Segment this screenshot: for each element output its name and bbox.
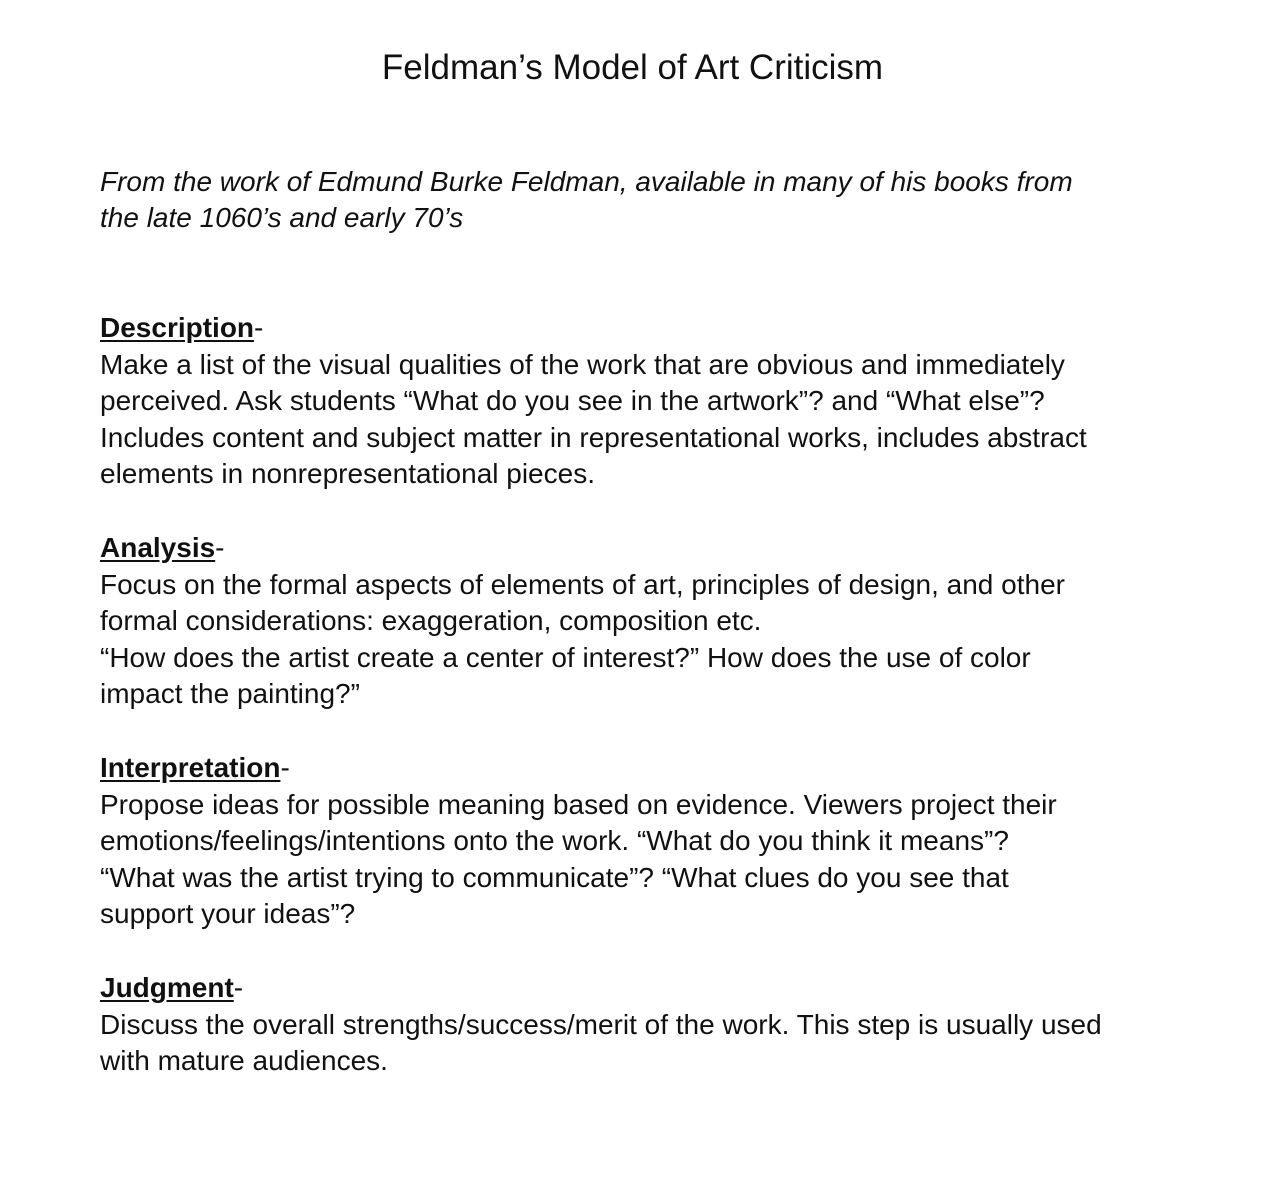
heading-dash: -	[233, 972, 244, 1003]
section-line: Focus on the formal aspects of elements of art, principles of design, and other	[100, 568, 1065, 600]
section-heading-text: Interpretation	[100, 752, 281, 783]
section-line: elements in nonrepresentational pieces.	[100, 458, 595, 489]
section-heading	[100, 750, 1240, 787]
section-line: with mature audiences.	[100, 1045, 388, 1076]
heading-dash: -	[254, 312, 264, 343]
section-heading	[100, 310, 1240, 347]
section-line: Propose ideas for possible meaning based on evidence. Viewers project their	[100, 788, 1057, 820]
section-line: perceived. Ask students “What do you see in the artwork”? and “What else”?	[100, 385, 1045, 416]
section-heading-text: Judgment	[100, 972, 234, 1003]
section-line: Make a list of the visual qualities of the work that are obvious and immediately	[100, 348, 1065, 380]
section-interpretation	[100, 750, 1240, 933]
section-line: “How does the artist create a center of interest?” How does the use of color	[100, 641, 1031, 673]
section-analysis	[100, 530, 1240, 713]
subtitle-line: From the work of Edmund Burke Feldman, available in many of his books from	[100, 166, 1073, 197]
heading-dash: -	[215, 532, 225, 563]
section-line: Includes content and subject matter in representational works, includes abstract	[100, 421, 1087, 453]
section-heading	[100, 530, 1240, 567]
section-heading	[100, 970, 1240, 1007]
heading-dash: -	[280, 752, 290, 783]
section-line: impact the painting?”	[100, 678, 360, 709]
document-title: Feldman’s Model of Art Criticism	[381, 48, 884, 87]
section-line: support your ideas”?	[100, 898, 356, 929]
section-heading-text: Analysis	[100, 532, 216, 563]
section-line: Discuss the overall strengths/success/merit of the work. This step is usually used	[100, 1008, 1102, 1040]
section-judgment	[100, 970, 1240, 1080]
section-line: formal considerations: exaggeration, composition etc.	[100, 605, 762, 636]
section-heading-text: Description	[100, 312, 255, 343]
section-line: “What was the artist trying to communicate”? “What clues do you see that	[100, 861, 1009, 893]
document-subtitle	[100, 164, 1220, 236]
subtitle-line: the late 1060’s and early 70’s	[100, 202, 464, 233]
section-description	[100, 310, 1240, 493]
section-line: emotions/feelings/intentions onto the work. “What do you think it means”?	[100, 825, 1009, 856]
